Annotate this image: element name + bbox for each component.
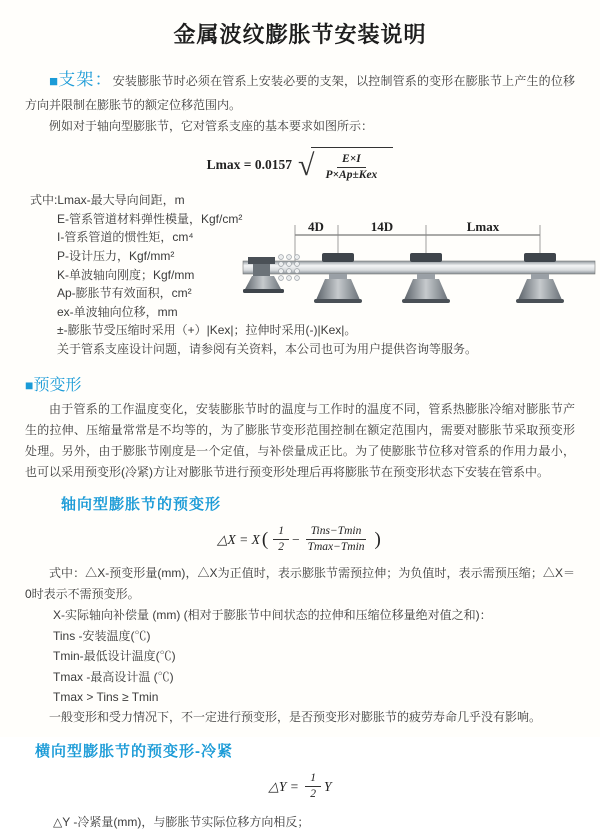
axial-predeform-formula [25,524,575,555]
lmax-formula-denominator: P×Ap±Kex [325,169,378,182]
page-title: 金属波纹膨胀节安装说明 [173,22,427,47]
minus-operator: − [291,531,300,547]
lmax-formula [25,147,575,183]
note-line: Tmax > Tins ≥ Tmin [53,689,159,704]
one-half-fraction [273,524,289,555]
predeform-section-title: 预变形 [33,377,82,395]
support-example-text: 例如对于轴向型膨胀节，它对管系支座的基本要求如图所示： [49,119,374,134]
predeform-section-heading [25,372,575,395]
lmax-formula-lhs: Lmax = 0.0157 [206,157,292,173]
definition-item: ±-膨胀节受压缩时采用（+）|Kex|；拉伸时采用(-)|Kex|。 [57,323,357,338]
note-line: Tins -安装温度(℃) [53,628,151,643]
sqrt-radical [298,147,393,183]
open-paren: ( [261,528,269,550]
section-square-icon: ■ [25,377,34,394]
axial-subheading: 轴向型膨胀节的预变形 [61,496,222,514]
definition-item: ex-单波轴向位移，mm [57,304,178,319]
lateral-formula-lhs: △Y = [268,778,299,794]
dimension-label-14d: 14D [370,219,394,235]
note-line: Tmax -最高设计温 (℃) [53,669,174,684]
definition-item: I-管系管道的惯性矩，cm⁴ [57,230,194,245]
guide-support [402,253,450,303]
pipe-support-diagram [243,217,595,317]
dimension-label-lmax: Lmax [466,219,500,235]
definitions-and-diagram [25,191,575,358]
sqrt-symbol-icon: √ [298,148,315,182]
support-intro-text: 安装膨胀节时必须在管系上安装必要的支架，以控制管系的变形在膨胀节上产生的位移方向并限制在膨胀节的额定位移范围内。 [25,74,576,113]
guide-support [516,253,564,303]
definition-item: E-管系管道材料弹性模量，Kgf/cm² [57,211,243,226]
fraction-denominator: 2 [310,788,316,801]
predeform-paragraph: 由于管系的工作温度变化，安装膨胀节时的温度与工作时的温度不同，管系热膨胀冷缩对膨胀节产生的拉伸、压缩量常常是不均等的，为了膨胀节变形范围控制在额定范围内，需要对膨胀节采取预变形处理。另外，由于膨胀节刚度是一个定值，与补偿量成正比。为了使膨胀节位移对管系的作用力最小，也可以采用预变形(冷紧)方让对膨胀节进行预变形处理后再将膨胀节在预变形状态下安装在管系中。 [25,402,575,480]
section-square-icon: ■ [49,73,59,90]
lateral-note: △Y -冷紧量(mm)，与膨胀节实际位移方向相反； [53,815,310,830]
axial-notes [25,563,575,728]
lateral-predeform-formula [25,771,575,802]
lateral-formula-rhs: Y [323,778,332,794]
guide-support [314,253,362,303]
one-half-fraction [305,771,321,802]
lmax-formula-numerator: E×I [337,152,366,168]
note-line: X-实际轴向补偿量 (mm) (相对于膨胀节中间状态的拉伸和压缩位移量绝对值之和)： [53,608,492,623]
lateral-subheading: 横向型膨胀节的预变形-冷紧 [35,743,233,761]
definition-item: K-单波轴向刚度；Kgf/mm [57,267,195,282]
axial-formula-lhs: △X = X [217,531,260,547]
definition-item: P-设计压力，Kgf/mm² [57,248,175,263]
support-paragraph [25,65,575,116]
fraction-numerator: Tins−Tmin [306,524,367,540]
fraction-numerator: 1 [305,771,321,787]
close-paren: ) [374,528,381,550]
temperature-fraction [303,524,370,555]
fraction-denominator: 2 [278,541,284,554]
note-line: Tmin-最低设计温度(℃) [53,649,176,664]
axial-note-paragraph: 式中：△X-预变形量(mm)，△X为正值时，表示膨胀节需预拉伸；为负值时，表示需预压缩；△X＝0时表示不需预变形。 [25,566,575,602]
fraction-numerator: 1 [273,524,289,540]
definition-item: Ap-膨胀节有效面积，cm² [57,286,192,301]
axial-closing-note: 一般变形和受力情况下，不一定进行预变形，是否预变形对膨胀节的疲劳寿命几乎没有影响。 [49,710,542,725]
support-section-label: 支架： [58,70,113,89]
definitions-lead: 式中:Lmax-最大导向间距，m [30,193,185,208]
definition-item: 关于管系支座设计问题，请参阅有关资料，本公司也可为用户提供咨询等服务。 [57,341,478,356]
fraction-denominator: Tmax−Tmin [307,541,365,554]
dimension-label-4d: 4D [308,219,324,235]
